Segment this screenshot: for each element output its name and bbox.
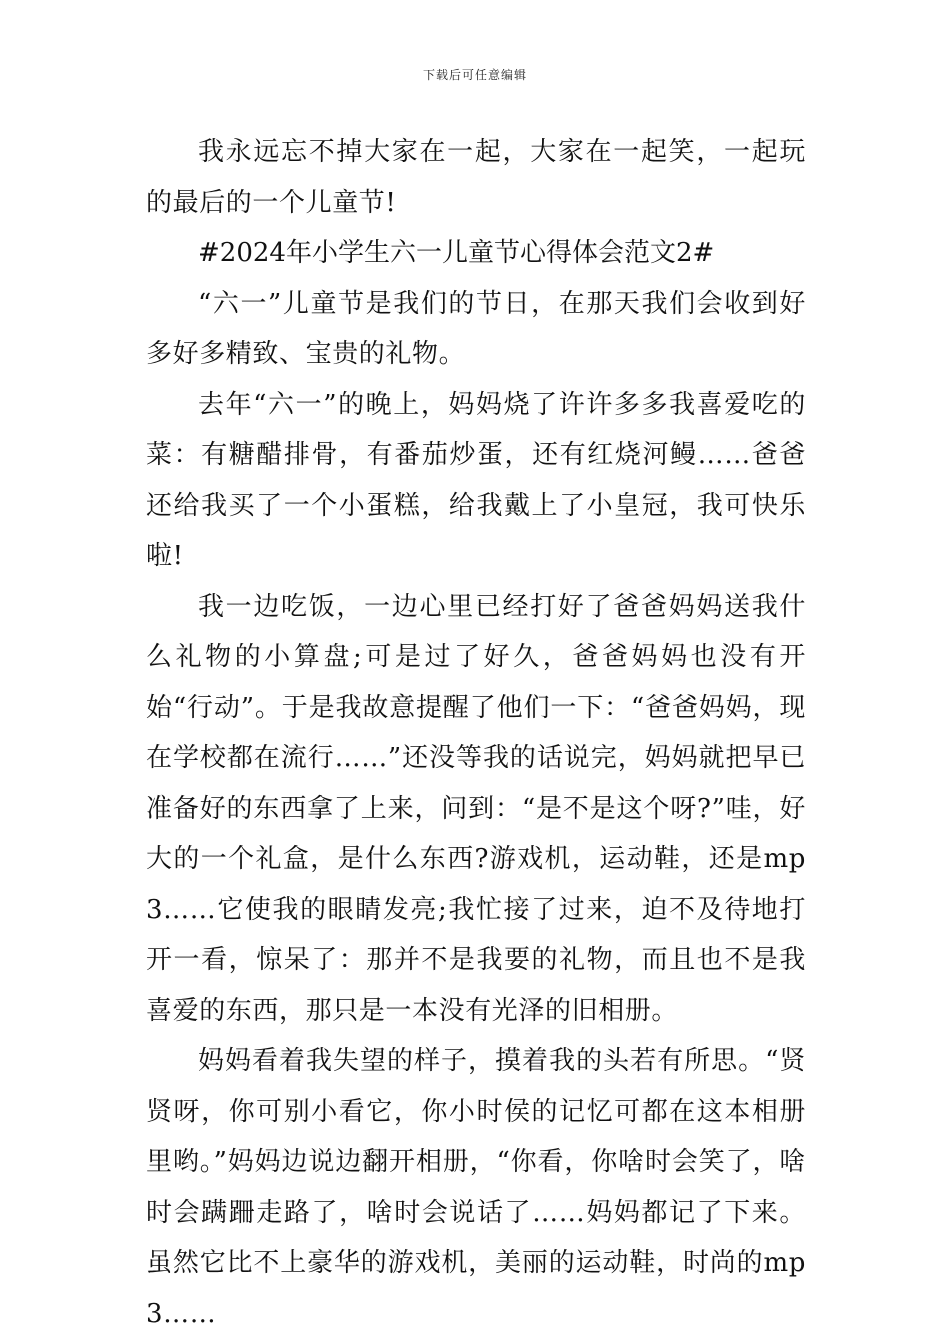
paragraph-dinner: 去年“六一”的晚上，妈妈烧了许许多多我喜爱吃的菜：有糖醋排骨，有番茄炒蛋，还有红烧河鳗……爸爸还给我买了一个小蛋糕，给我戴上了小皇冠，我可快乐啦! — [146, 389, 806, 571]
section-heading: #2024年小学生六一儿童节心得体会范文2# — [198, 238, 715, 268]
page-header: 下载后可任意编辑 — [422, 68, 527, 82]
paragraph-album: 妈妈看着我失望的样子，摸着我的头若有所思。“贤贤呀，你可别小看它，你小时侯的记忆可都在这本相册里哟。”妈妈边说边翻开相册，“你看，你啥时会笑了，啥时会蹒跚走路了，啥时会说话了……妈妈都记了下来。虽然它比不上豪华的游戏机，美丽的运动鞋，时尚的mp3…… — [146, 1046, 806, 1329]
paragraph-closing-line: 我永远忘不掉大家在一起，大家在一起笑，一起玩的最后的一个儿童节! — [146, 137, 806, 218]
document-body — [146, 127, 806, 1339]
paragraph-intro: “六一”儿童节是我们的节日，在那天我们会收到好多好多精致、宝贵的礼物。 — [146, 288, 806, 369]
paragraph-gift: 我一边吃饭，一边心里已经打好了爸爸妈妈送我什么礼物的小算盘;可是过了好久，爸爸妈妈也没有开始“行动”。于是我故意提醒了他们一下：“爸爸妈妈，现在学校都在流行……”还没等我的话说完，妈妈就把早已准备好的东西拿了上来，问到：“是不是这个呀?”哇，好大的一个礼盒，是什么东西?游戏机，运动鞋，还是mp3……它使我的眼睛发亮;我忙接了过来，迫不及待地打开一看，惊呆了：那并不是我要的礼物，而且也不是我喜爱的东西，那只是一本没有光泽的旧相册。 — [146, 591, 806, 1026]
